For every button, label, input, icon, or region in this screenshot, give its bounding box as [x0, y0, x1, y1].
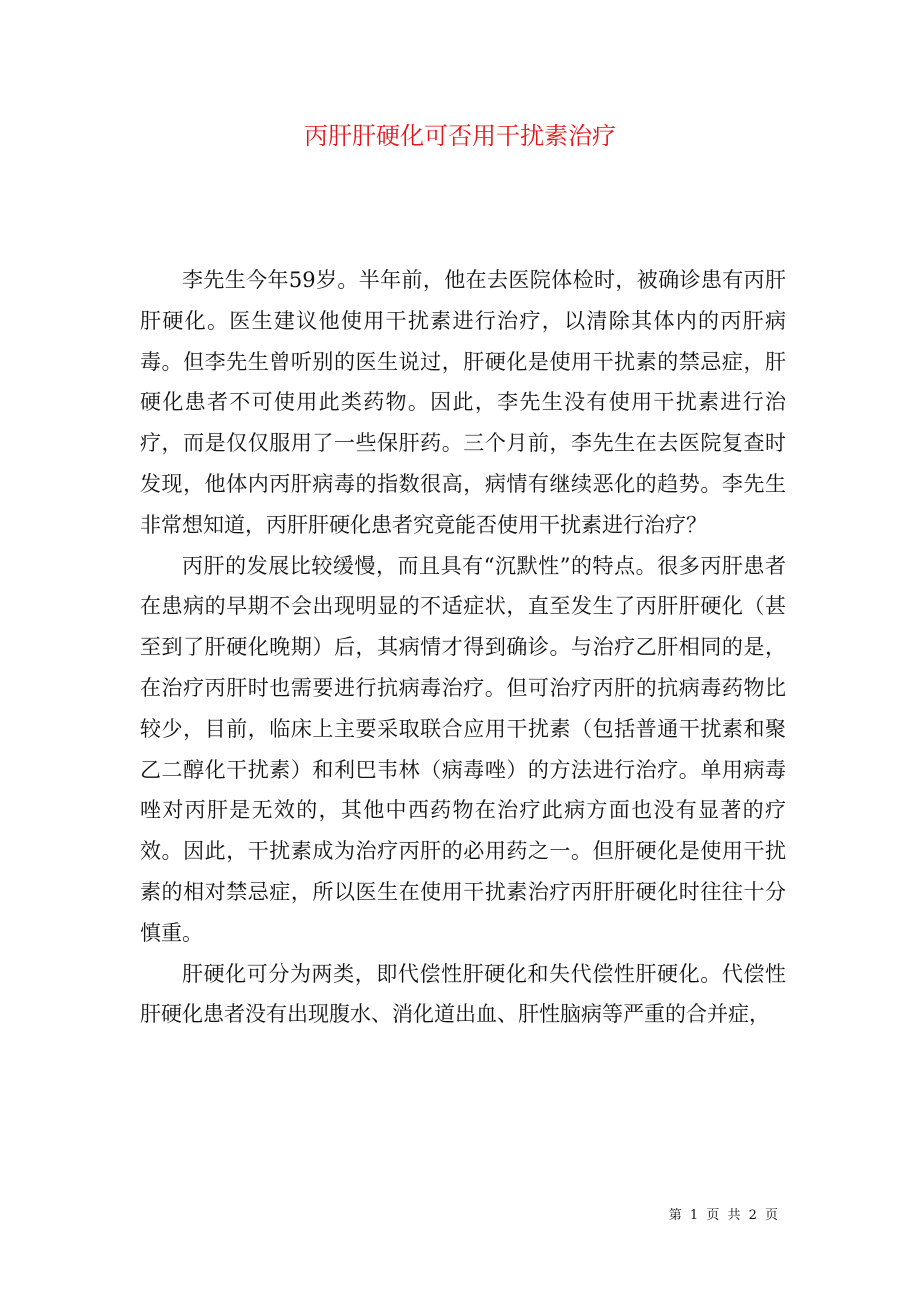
document-title: 丙肝肝硬化可否用干扰素治疗	[304, 122, 616, 150]
page-number-footer: 第 1 页 共 2 页	[668, 1208, 780, 1223]
paragraph-3: 肝硬化可分为两类，即代偿性肝硬化和失代偿性肝硬化。代偿性肝硬化患者没有出现腹水、消化道出血、肝性脑病等严重的合并症，	[140, 961, 786, 1027]
document-body	[140, 260, 786, 1035]
paragraph-1: 李先生今年59岁。半年前，他在去医院体检时，被确诊患有丙肝肝硬化。医生建议他使用干扰素进行治疗，以清除其体内的丙肝病毒。但李先生曾听别的医生说过，肝硬化是使用干扰素的禁忌症，肝硬化患者不可使用此类药物。因此，李先生没有使用干扰素进行治疗，而是仅仅服用了一些保肝药。三个月前，李先生在去医院复查时发现，他体内丙肝病毒的指数很高，病情有继续恶化的趋势。李先生非常想知道，丙肝肝硬化患者究竟能否使用干扰素进行治疗？	[140, 268, 786, 537]
paragraph-2: 丙肝的发展比较缓慢，而且具有“沉默性”的特点。很多丙肝患者在患病的早期不会出现明显的不适症状，直至发生了丙肝肝硬化（甚至到了肝硬化晚期）后，其病情才得到确诊。与治疗乙肝相同的是，在治疗丙肝时也需要进行抗病毒治疗。但可治疗丙肝的抗病毒药物比较少，目前，临床上主要采取联合应用干扰素（包括普通干扰素和聚乙二醇化干扰素）和利巴韦林（病毒唑）的方法进行治疗。单用病毒唑对丙肝是无效的，其他中西药物在治疗此病方面也没有显著的疗效。因此，干扰素成为治疗丙肝的必用药之一。但肝硬化是使用干扰素的相对禁忌症，所以医生在使用干扰素治疗丙肝肝硬化时往往十分慎重。	[140, 553, 786, 945]
